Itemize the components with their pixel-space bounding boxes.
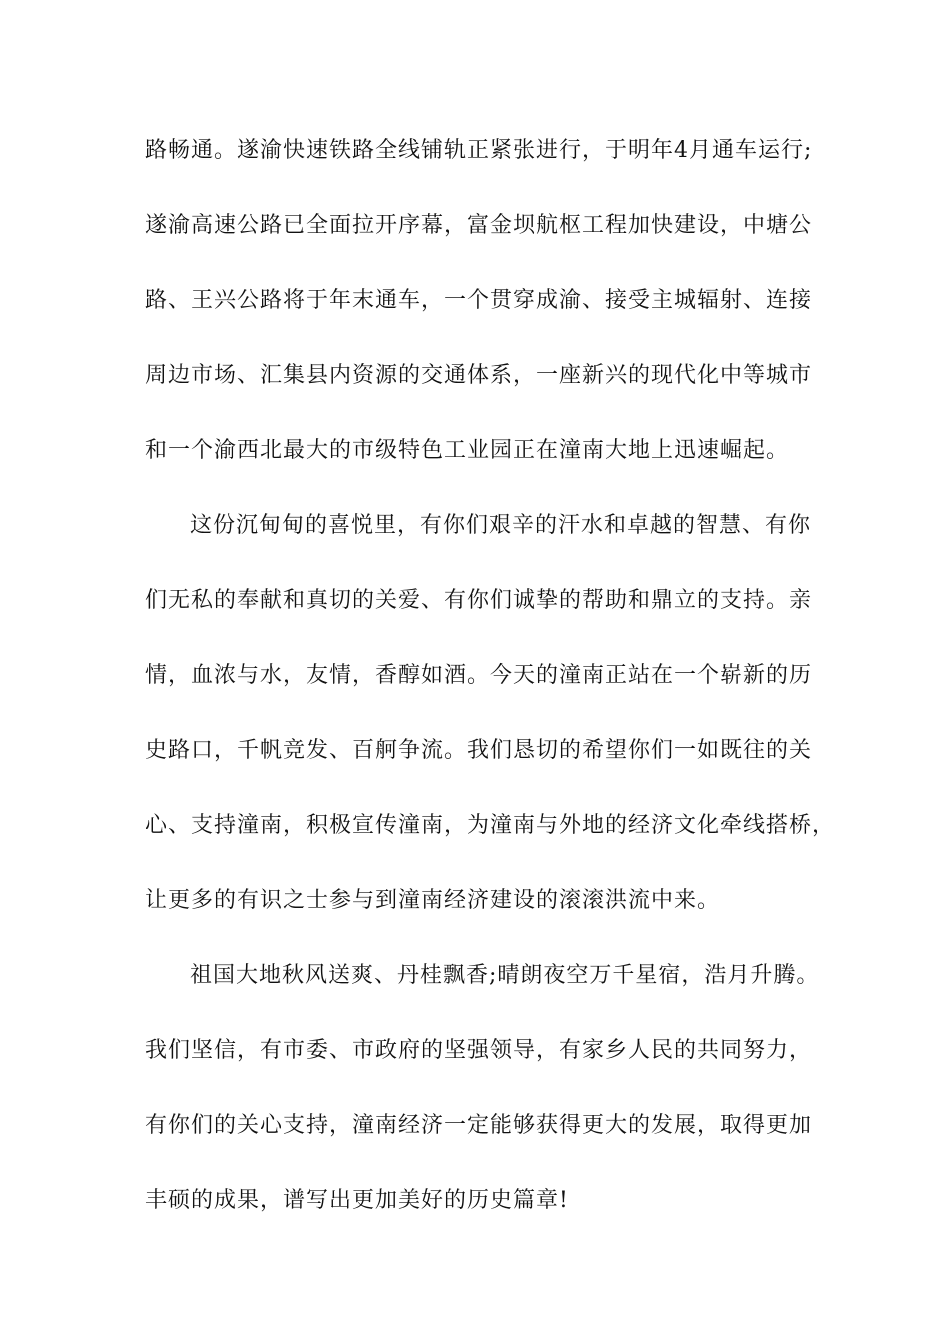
text-line: 路畅通。遂渝快速铁路全线铺轨正紧张进行，于明年4月通车运行; [145, 138, 813, 163]
paragraph-start-line: 这份沉甸甸的喜悦里，有你们艰辛的汗水和卓越的智慧、有你 [190, 513, 812, 538]
text-line: 们无私的奉献和真切的关爱、有你们诚挚的帮助和鼎立的支持。亲 [145, 588, 813, 613]
text-line: 情，血浓与水，友情，香醇如酒。今天的潼南正站在一个崭新的历 [145, 663, 813, 688]
text-line: 遂渝高速公路已全面拉开序幕，富金坝航枢工程加快建设，中塘公 [145, 213, 813, 238]
text-line: 有你们的关心支持，潼南经济一定能够获得更大的发展，取得更加 [145, 1113, 813, 1138]
text-line: 心、支持潼南，积极宣传潼南，为潼南与外地的经济文化牵线搭桥， [145, 813, 836, 838]
text-line: 和一个渝西北最大的市级特色工业园正在潼南大地上迅速崛起。 [145, 438, 790, 463]
text-line: 我们坚信，有市委、市政府的坚强领导，有家乡人民的共同努力， [145, 1038, 813, 1063]
text-line: 让更多的有识之士参与到潼南经济建设的滚滚洪流中来。 [145, 888, 721, 913]
paragraph-start-line: 祖国大地秋风送爽、丹桂飘香;晴朗夜空万千星宿，浩月升腾。 [190, 963, 820, 988]
text-line: 丰硕的成果，谱写出更加美好的历史篇章! [145, 1188, 569, 1213]
text-line: 周边市场、汇集县内资源的交通体系，一座新兴的现代化中等城市 [145, 363, 813, 388]
text-line: 路、王兴公路将于年末通车，一个贯穿成渝、接受主城辐射、连接 [145, 288, 813, 313]
text-line: 史路口，千帆竞发、百舸争流。我们恳切的希望你们一如既往的关 [145, 738, 813, 763]
